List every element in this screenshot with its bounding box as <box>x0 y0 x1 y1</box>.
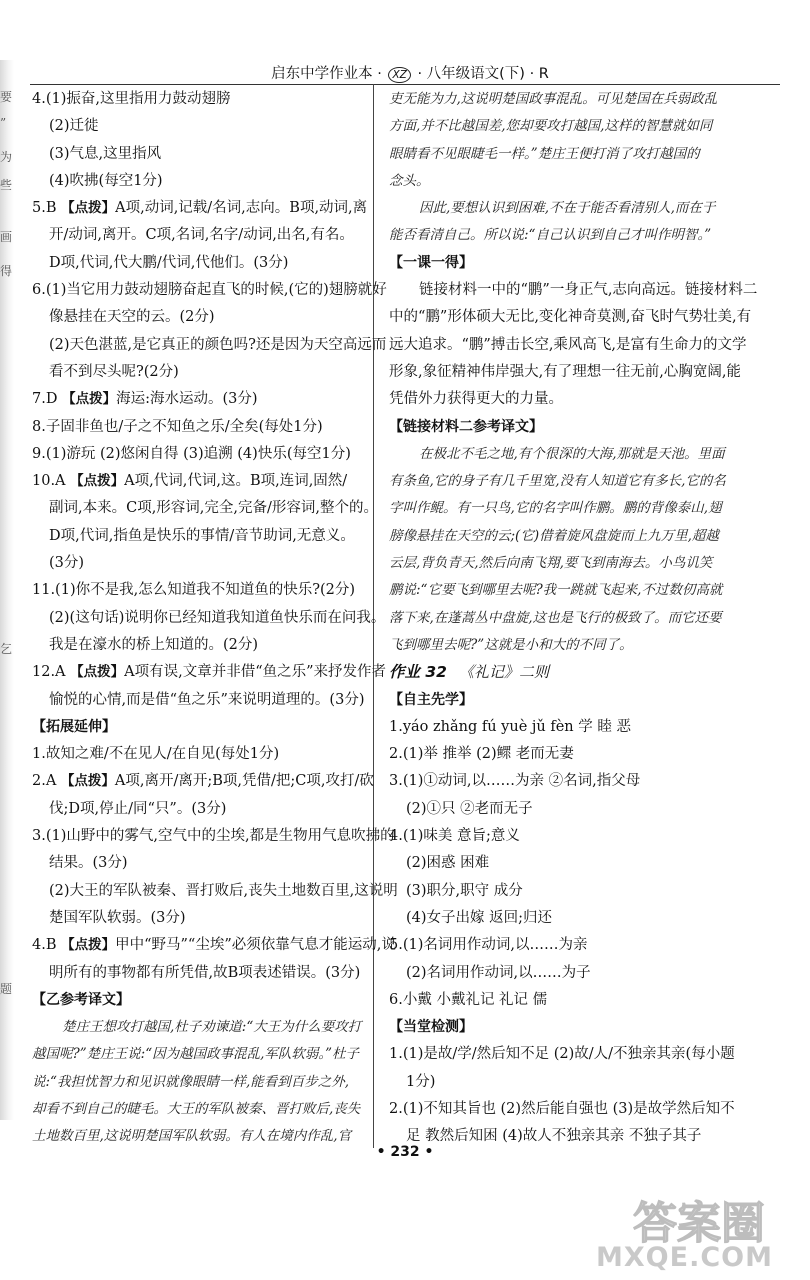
header-rule <box>30 84 780 85</box>
hint-label: 【点拨】 <box>60 773 115 790</box>
line-text: D项,代词,代大鹏/代词,代他们。(3分) <box>49 254 289 271</box>
text-line <box>389 332 747 359</box>
watermark-url: MXQE.COM <box>596 1242 773 1273</box>
text-line <box>32 1041 364 1068</box>
line-text: (2)①只 ②老而无子 <box>406 800 533 817</box>
hint-label: 【点拨】 <box>61 200 116 217</box>
line-text: 结果。(3分) <box>49 855 128 872</box>
text-line <box>389 168 719 195</box>
line-text: 念头。 <box>389 172 430 189</box>
text-line <box>389 1041 735 1068</box>
line-text: 鹏说:“它要飞到哪里去呢?我一跳就飞起来,不过数仞高就 <box>389 582 723 599</box>
line-text: (2)名词用作动词,以……为子 <box>406 964 591 981</box>
line-text: (3)气息,这里指风 <box>49 145 162 162</box>
page-header <box>190 62 630 83</box>
line-text: 6.小戴 小戴礼记 礼记 儒 <box>389 991 548 1008</box>
line-text: (2)天色湛蓝,是它真正的颜色吗?还是因为天空高远而 <box>49 336 387 353</box>
line-text: D项,代词,指鱼是快乐的事情/音节助词,无意义。 <box>49 527 355 544</box>
text-line <box>389 386 719 413</box>
line-text: A项,离开/离开;B项,凭借/把;C项,攻打/砍 <box>114 773 374 790</box>
text-line <box>389 277 758 304</box>
text-line <box>32 878 398 905</box>
line-text: (3分) <box>49 555 85 572</box>
line-text: 伐;D项,停止/同“只”。(3分) <box>49 800 227 817</box>
line-text: 像悬挂在天空的云。(2分) <box>49 309 215 326</box>
line-text: 因此,要想认识到困难,不在于能否看清别人,而在于 <box>419 200 716 217</box>
question-answer: 4.B <box>32 937 62 954</box>
text-line <box>32 468 364 495</box>
line-text: (4)吹拂(每空1分) <box>49 172 163 189</box>
edge-char: 题 <box>0 982 13 996</box>
section-heading-label: 【乙参考译文】 <box>32 991 130 1008</box>
text-line <box>389 796 719 823</box>
edge-char: 为 <box>0 150 13 164</box>
text-line <box>32 141 364 168</box>
text-line <box>32 577 364 604</box>
text-line <box>389 768 719 795</box>
text-line <box>389 468 726 495</box>
text-line <box>389 632 719 659</box>
line-text: A项,动词,记载/名词,志向。B项,动词,离 <box>115 200 368 217</box>
line-text: 在极北不毛之地,有个很深的大海,那就是天池。里面 <box>419 445 725 462</box>
text-line <box>32 905 364 932</box>
line-text: 凭借外力获得更大的力量。 <box>389 391 563 408</box>
text-line <box>389 1096 735 1123</box>
text-line <box>389 195 719 222</box>
text-line <box>32 441 364 468</box>
assignment-book-title: 《礼记》二则 <box>458 663 549 682</box>
line-text: 楚庄王想攻打越国,杜子劝谏道:“大王为什么要攻打 <box>62 1019 362 1036</box>
text-line <box>32 960 364 987</box>
text-line <box>389 113 719 140</box>
hint-label: 【点拨】 <box>61 937 116 954</box>
text-line <box>32 632 364 659</box>
line-text: 飞到哪里去呢?”这就是小和大的不同了。 <box>389 636 633 653</box>
section-heading-label: 【链接材料二参考译文】 <box>389 418 543 435</box>
text-line <box>32 932 396 959</box>
text-line <box>389 1069 719 1096</box>
question-answer: 7.D <box>32 391 63 408</box>
assignment-number: 作业 32 <box>389 663 447 682</box>
text-line <box>389 960 719 987</box>
line-text: (2)迁徙 <box>49 118 99 135</box>
section-heading <box>389 250 719 277</box>
text-line <box>32 113 364 140</box>
text-line <box>32 1096 364 1123</box>
edge-char: ” <box>0 116 7 130</box>
line-text: 1.故知之难/不在见人/在自见(每处1分) <box>32 746 280 763</box>
section-heading-label: 【自主先学】 <box>389 691 473 708</box>
line-text: 链接材料一中的“鹏”一身正气,志向高远。链接材料二 <box>419 282 758 299</box>
line-text: (2)困惑 困难 <box>406 855 490 872</box>
line-text: 海运:海水运动。(3分) <box>116 391 258 408</box>
text-line <box>32 1069 364 1096</box>
text-line <box>32 659 387 686</box>
line-text: 开/动词,离开。C项,名词,名字/动词,出名,有名。 <box>49 227 354 244</box>
line-text: 我是在濠水的桥上知道的。(2分) <box>49 636 259 653</box>
edge-char: 得 <box>0 264 13 278</box>
line-text: 4.(1)味美 意旨;意义 <box>389 828 520 845</box>
line-text: 6.(1)当它用力鼓动翅膀奋起直飞的时候,(它的)翅膀就好 <box>32 282 387 299</box>
line-text: 足 教然后知困 (4)故人不独亲其亲 不独子其子 <box>406 1128 702 1145</box>
line-text: 形象,象征精神伟岸强大,有了理想一往无前,心胸宽阔,能 <box>389 363 741 380</box>
line-text: 8.子固非鱼也/子之不知鱼之乐/全矣(每处1分) <box>32 418 323 435</box>
question-answer: 10.A <box>32 473 71 490</box>
line-text: 方面,并不比越国差,您却要攻打越国,这样的智慧就如同 <box>389 118 713 135</box>
text-line <box>389 850 719 877</box>
text-line <box>389 577 723 604</box>
line-text: 愉悦的心情,而是借“鱼之乐”来说明道理的。(3分) <box>49 691 365 708</box>
line-text: A项,代词,代词,这。B项,连词,固然/ <box>124 473 348 490</box>
line-text: 9.(1)游玩 (2)悠闲自得 (3)追溯 (4)快乐(每空1分) <box>32 445 351 462</box>
text-line <box>32 605 386 632</box>
line-text: 中的“鹏”形体硕大无比,变化神奇莫测,奋飞时气势壮美,有 <box>389 309 752 326</box>
line-text: 3.(1)①动词,以……为亲 ②名词,指父母 <box>389 773 641 790</box>
text-line <box>32 386 364 413</box>
text-line <box>32 250 364 277</box>
line-text: 明所有的事物都有所凭借,故B项表述错误。(3分) <box>49 964 361 981</box>
text-line <box>389 86 719 113</box>
hint-label: 【点拨】 <box>70 473 125 490</box>
left-column <box>32 86 398 1151</box>
text-line <box>32 550 364 577</box>
text-line <box>32 768 374 795</box>
header-subtitle: · 八年级语文(下) · R <box>417 66 549 82</box>
text-line <box>389 523 719 550</box>
text-line <box>32 741 364 768</box>
binding-edge <box>0 60 14 1120</box>
line-text: 楚国军队软弱。(3分) <box>49 909 186 926</box>
text-line <box>32 414 364 441</box>
line-text: 甲中“野马”“尘埃”必须依靠气息才能运动,说 <box>115 937 396 954</box>
line-text: 字叫作鲲。有一只鸟,它的名字叫作鹏。鹏的背像泰山,翅 <box>389 500 722 517</box>
text-line <box>32 359 364 386</box>
text-line <box>389 222 719 249</box>
text-line <box>32 332 387 359</box>
edge-char: 乞 <box>0 642 13 656</box>
text-line <box>389 441 725 468</box>
text-line <box>32 86 364 113</box>
line-text: 2.(1)举 推举 (2)鳏 老而无妻 <box>389 746 574 763</box>
line-text: 能否看清自己。所以说:“自己认识到自己才叫作明智。” <box>389 227 712 244</box>
text-line <box>389 932 719 959</box>
text-line <box>389 304 752 331</box>
text-line <box>32 523 364 550</box>
line-text: 看不到尽头呢?(2分) <box>49 363 179 380</box>
text-line <box>32 495 379 522</box>
line-text: 说:“我担忧智力和见识就像眼睛一样,能看到百步之外, <box>32 1073 350 1090</box>
line-text: 远大追求。“鹏”搏击长空,乘风高飞,是富有生命力的文学 <box>389 336 747 353</box>
edge-char: 要 <box>0 90 13 104</box>
line-text: 1.yáo zhǎng fú yuè jǔ fèn 学 睦 恶 <box>389 718 631 735</box>
text-line <box>389 495 722 522</box>
text-line <box>389 741 719 768</box>
line-text: 5.(1)名词用作动词,以……为亲 <box>389 937 588 954</box>
line-text: 越国呢?”楚庄王说:“因为越国政事混乱,军队软弱。”杜子 <box>32 1046 360 1063</box>
text-line <box>389 550 719 577</box>
line-text: 云层,背负青天,然后向南飞翔,要飞到南海去。小鸟讥笑 <box>389 555 713 572</box>
text-line <box>389 823 719 850</box>
question-answer: 12.A <box>32 664 71 681</box>
text-line <box>389 141 719 168</box>
text-line <box>32 195 368 222</box>
watermark-text: 答案圈 <box>633 1198 765 1249</box>
section-heading <box>389 414 719 441</box>
question-answer: 5.B <box>32 200 62 217</box>
section-heading <box>389 1014 719 1041</box>
text-line <box>32 823 395 850</box>
section-heading-label: 【拓展延伸】 <box>32 718 116 735</box>
line-text: 3.(1)山野中的雾气,空气中的尘埃,都是生物用气息吹拂的 <box>32 828 395 845</box>
line-text: 膀像悬挂在天空的云;(它)借着旋风盘旋而上九万里,超越 <box>389 527 719 544</box>
hint-label: 【点拨】 <box>62 391 117 408</box>
hint-label: 【点拨】 <box>70 664 125 681</box>
text-line <box>32 796 364 823</box>
page-number: • 232 • <box>376 1144 434 1160</box>
section-heading <box>32 987 364 1014</box>
text-line <box>32 277 387 304</box>
line-text: 1分) <box>406 1073 436 1090</box>
edge-char: 画 <box>0 230 13 244</box>
series-logo: XZ <box>388 67 410 83</box>
line-text: 落下来,在蓬蒿丛中盘旋,这也是飞行的极致了。而它还要 <box>389 609 722 626</box>
text-line <box>389 905 719 932</box>
line-text: 1.(1)是故/学/然后知不足 (2)故/人/不独亲其亲(每小题 <box>389 1046 735 1063</box>
text-line <box>389 878 719 905</box>
text-line <box>389 714 719 741</box>
line-text: (2)(这句话)说明你已经知道我知道鱼快乐而在问我。 <box>49 609 386 626</box>
line-text: 11.(1)你不是我,怎么知道我不知道鱼的快乐?(2分) <box>32 582 356 599</box>
line-text: 眼睛看不见眼睫毛一样。”楚庄王便打消了攻打越国的 <box>389 145 700 162</box>
line-text: (2)大王的军队被秦、晋打败后,丧失土地数百里,这说明 <box>49 882 398 899</box>
section-heading <box>389 687 719 714</box>
line-text: 却看不到自己的睫毛。大王的军队被秦、晋打败后,丧失 <box>32 1100 361 1117</box>
line-text: 有条鱼,它的身子有几千里宽,没有人知道它有多长,它的名 <box>389 473 726 490</box>
text-line <box>32 1014 364 1041</box>
question-answer: 2.A <box>32 773 61 790</box>
text-line <box>389 605 722 632</box>
line-text: (4)女子出嫁 返回;归还 <box>406 909 553 926</box>
line-text: 土地数百里,这说明楚国军队软弱。有人在境内作乱,官 <box>32 1128 352 1145</box>
section-heading-label: 【一课一得】 <box>389 254 473 271</box>
text-line <box>32 222 364 249</box>
section-heading <box>32 714 364 741</box>
line-text: 副词,本来。C项,形容词,完全,完备/形容词,整个的。 <box>49 500 379 517</box>
assignment-title <box>389 659 719 686</box>
text-line <box>32 687 364 714</box>
text-line <box>32 304 364 331</box>
line-text: A项有误,文章并非借“鱼之乐”来抒发作者 <box>124 664 387 681</box>
header-title: 启东中学作业本 · <box>271 66 382 82</box>
text-line <box>32 168 364 195</box>
line-text: 吏无能为力,这说明楚国政事混乱。可见楚国在兵弱政乱 <box>389 91 718 107</box>
line-text: 4.(1)振奋,这里指用力鼓动翅膀 <box>32 91 231 107</box>
text-line <box>32 850 364 877</box>
text-line <box>389 359 741 386</box>
edge-char: 些 <box>0 178 13 192</box>
right-column <box>389 86 758 1151</box>
line-text: (3)职分,职守 成分 <box>406 882 523 899</box>
line-text: 2.(1)不知其旨也 (2)然后能自强也 (3)是故学然后知不 <box>389 1100 735 1117</box>
section-heading-label: 【当堂检测】 <box>389 1019 473 1036</box>
text-line <box>389 987 719 1014</box>
